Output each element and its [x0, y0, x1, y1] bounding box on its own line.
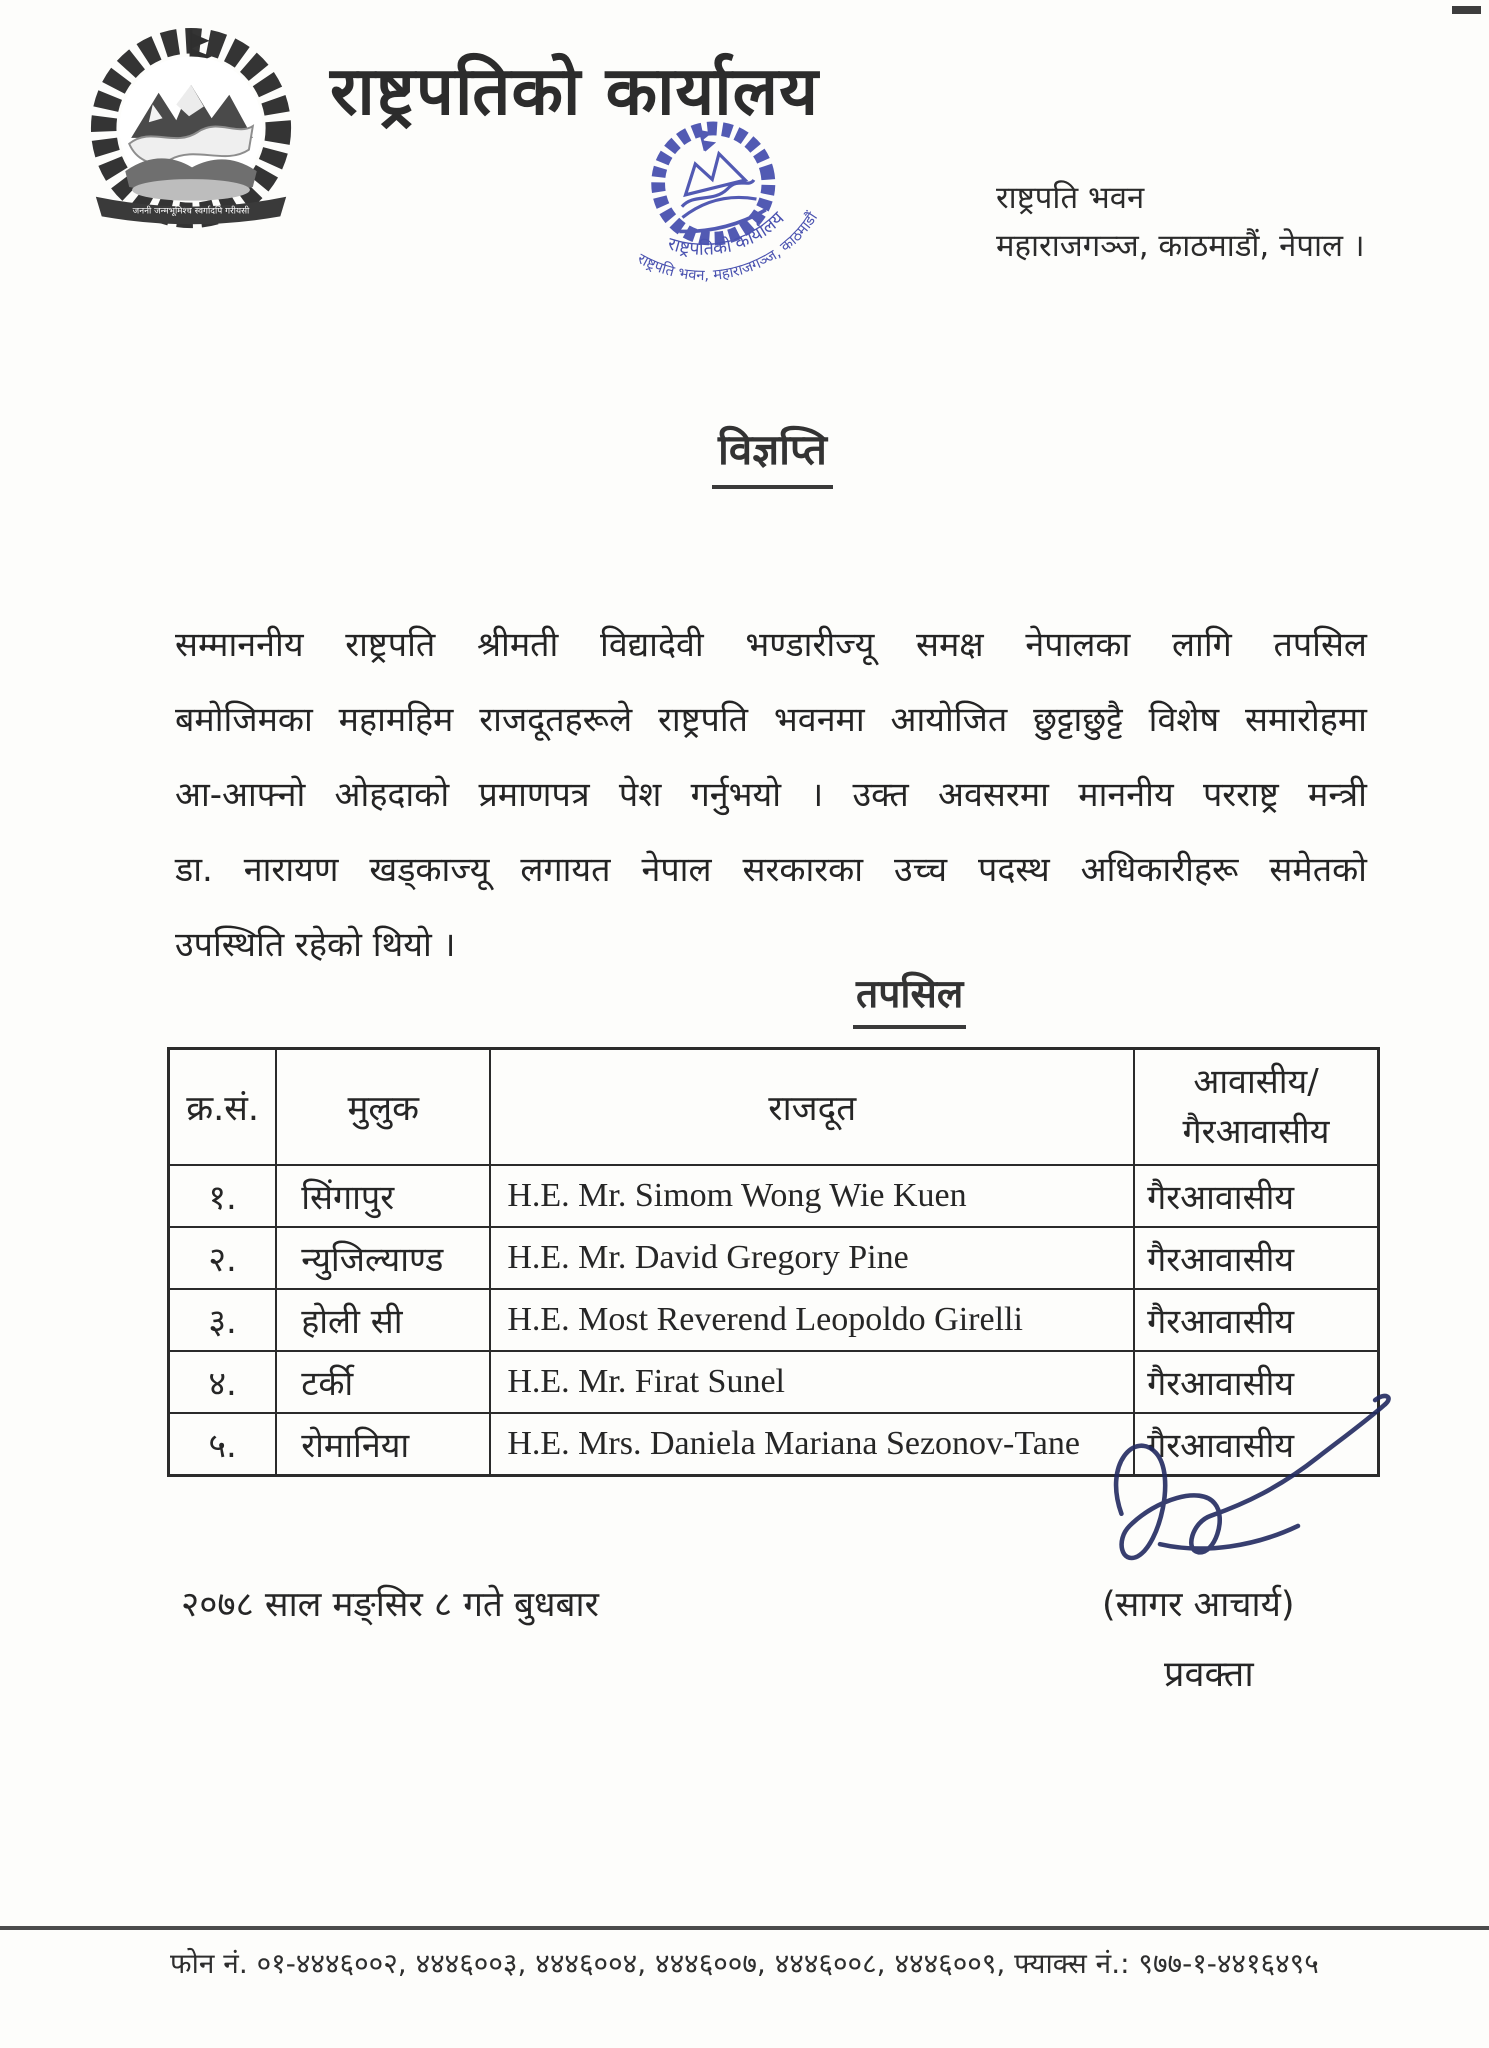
- table-row: [169, 1289, 1379, 1351]
- cell-ambassador: H.E. Most Reverend Leopoldo Girelli: [490, 1289, 1134, 1351]
- table-row: [169, 1227, 1379, 1289]
- signer-designation: प्रवक्ता: [1164, 1654, 1254, 1695]
- cell-residency: गैरआवासीय: [1134, 1165, 1378, 1227]
- col-header-residency: [1134, 1049, 1378, 1166]
- col-header-sn: क्र.सं.: [169, 1049, 277, 1166]
- body-line-2: बमोजिमका महामहिम राजदूतहरूले राष्ट्रपति भवनमा आयोजित छुट्टाछुट्टै विशेष समारोहमा: [175, 700, 1367, 740]
- date-line: २०७८ साल मङ्सिर ८ गते बुधबार: [181, 1585, 599, 1625]
- table-header-row: [169, 1049, 1379, 1166]
- address-line-2: महाराजगञ्ज, काठमाडौं, नेपाल ।: [996, 228, 1365, 264]
- cell-residency: गैरआवासीय: [1134, 1413, 1378, 1476]
- cell-country: होली सी: [276, 1289, 490, 1351]
- cell-country: न्युजिल्याण्ड: [276, 1227, 490, 1289]
- cell-ambassador: H.E. Mr. Simom Wong Wie Kuen: [490, 1165, 1134, 1227]
- cell-residency: गैरआवासीय: [1134, 1289, 1378, 1351]
- col-header-residency-line1: आवासीय/: [1193, 1062, 1319, 1102]
- footer-divider: [0, 1926, 1489, 1930]
- office-title: राष्ट्रपतिको कार्यालय: [330, 52, 819, 130]
- stamp-arc-text-2: राष्ट्रपति भवन, महाराजगञ्ज, काठमाडौं: [634, 209, 822, 285]
- cell-ambassador: H.E. Mrs. Daniela Mariana Sezonov-Tane: [490, 1413, 1134, 1476]
- table-row: [169, 1165, 1379, 1227]
- cell-sn: ५.: [169, 1413, 277, 1476]
- signature-scribble: [1062, 1392, 1398, 1600]
- cell-sn: २.: [169, 1227, 277, 1289]
- stamp-arc-text-1: राष्ट्रपतिको कार्यालय: [665, 207, 789, 260]
- cell-residency: गैरआवासीय: [1134, 1227, 1378, 1289]
- notice-title: विज्ञप्ति: [712, 420, 833, 489]
- cell-country: रोमानिया: [276, 1413, 490, 1476]
- table-caption: तपसिल: [853, 966, 966, 1029]
- body-line-3: आ-आफ्नो ओहदाको प्रमाणपत्र पेश गर्नुभयो । उक्त अवसरमा माननीय परराष्ट्र मन्त्री: [175, 775, 1367, 815]
- body-line-5: उपस्थिति रहेको थियो ।: [175, 925, 456, 965]
- cell-ambassador: H.E. Mr. Firat Sunel: [490, 1351, 1134, 1413]
- cell-ambassador: H.E. Mr. David Gregory Pine: [490, 1227, 1134, 1289]
- body-line-1: सम्माननीय राष्ट्रपति श्रीमती विद्यादेवी भण्डारीज्यू समक्ष नेपालका लागि तपसिल: [175, 625, 1367, 665]
- scan-artifact-dash: [1452, 6, 1481, 14]
- footer-contact: फोन नं. ०१-४४४६००२, ४४४६००३, ४४४६००४, ४४४६००७, ४४४६००८, ४४४६००९, फ्याक्स नं.: ९७७-१-४४१६४९५: [170, 1947, 1319, 1980]
- cell-sn: ४.: [169, 1351, 277, 1413]
- col-header-country: मुलुक: [276, 1049, 490, 1166]
- signer-name: (सागर आचार्य): [1102, 1585, 1295, 1625]
- letterhead-address: [996, 174, 1365, 270]
- nepal-coat-of-arms-emblem: [74, 28, 310, 236]
- cell-residency: गैरआवासीय: [1134, 1351, 1378, 1413]
- cell-sn: ३.: [169, 1289, 277, 1351]
- col-header-residency-line2: गैरआवासीय: [1182, 1112, 1330, 1152]
- cell-country: टर्की: [276, 1351, 490, 1413]
- cell-country: सिंगापुर: [276, 1165, 490, 1227]
- address-line-1: राष्ट्रपति भवन: [996, 180, 1145, 216]
- col-header-ambassador: राजदूत: [490, 1049, 1134, 1166]
- notice-body: [175, 608, 1367, 983]
- emblem-motto: जननी जन्मभूमिश्च स्वर्गादपि गरीयसी: [132, 206, 250, 217]
- body-line-4: डा. नारायण खड्काज्यू लगायत नेपाल सरकारका उच्च पदस्थ अधिकारीहरू समेतको: [175, 850, 1367, 890]
- cell-sn: १.: [169, 1165, 277, 1227]
